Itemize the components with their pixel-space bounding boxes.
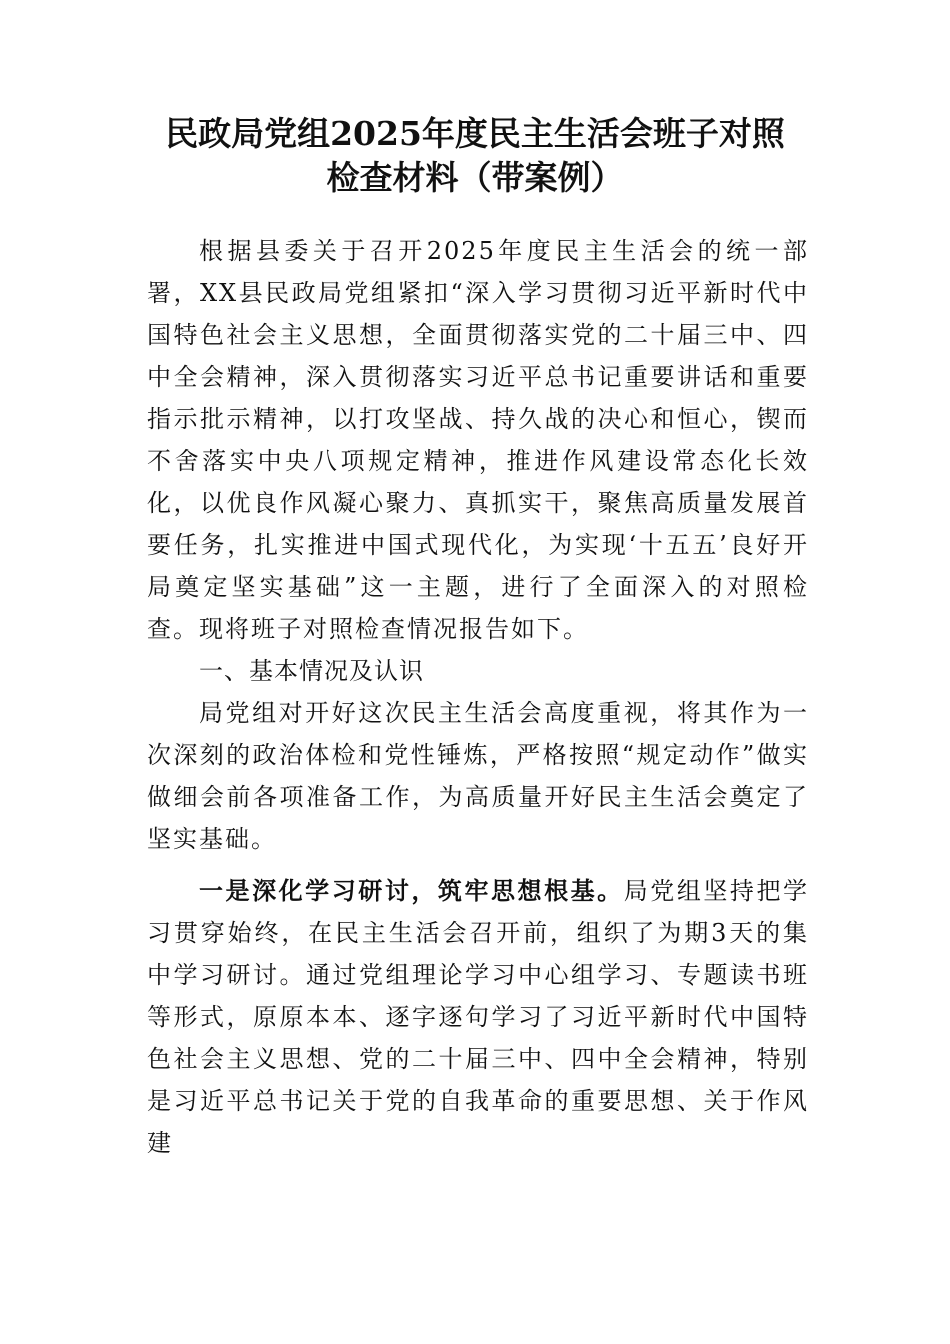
document-title [120, 112, 830, 200]
point-lead: 一是深化学习研讨，筑牢思想根基。 [199, 876, 624, 905]
point-text: 局党组坚持把学习贯穿始终，在民主生活会召开前，组织了为期3天的集中学习研讨。通过党组理论学习中心组学习、专题读书班等形式，原原本本、逐字逐句学习了习近平新时代中国特色社会主义思想、党的二十届三中、四中全会精神，特别是习近平总书记关于党的自我革命的重要思想、关于作风建 [147, 877, 810, 1157]
title-line-1: 民政局党组2025年度民主生活会班子对照 [165, 114, 785, 153]
section-heading-basic-situation: 一、基本情况及认识 [199, 657, 424, 685]
title-line-2: 检查材料（带案例） [326, 158, 624, 197]
document-body [147, 230, 809, 1164]
point-paragraph-1 [147, 870, 809, 1164]
intro-paragraph: 根据县委关于召开2025年度民主生活会的统一部署，XX县民政局党组紧扣“深入学习贯彻习近平新时代中国特色社会主义思想，全面贯彻落实党的二十届三中、四中全会精神，深入贯彻落实习近平总书记重要讲话和重要指示批示精神，以打攻坚战、持久战的决心和恒心，锲而不舍落实中央八项规定精神，推进作风建设常态化长效化，以优良作风凝心聚力、真抓实干，聚焦高质量发展首要任务，扎实推进中国式现代化，为实现‘十五五’良好开局奠定坚实基础”这一主题，进行了全面深入的对照检查。现将班子对照检查情况报告如下。 [147, 237, 809, 643]
section-paragraph: 局党组对开好这次民主生活会高度重视，将其作为一次深刻的政治体检和党性锤炼，严格按照“规定动作”做实做细会前各项准备工作，为高质量开好民主生活会奠定了坚实基础。 [147, 699, 809, 853]
